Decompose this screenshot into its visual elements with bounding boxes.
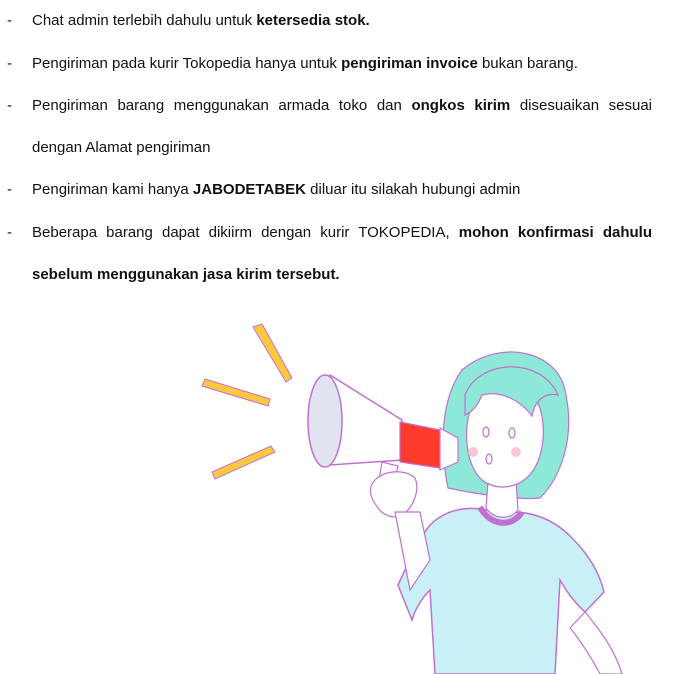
eye-left	[483, 427, 489, 437]
ray-top	[253, 324, 292, 382]
ray-middle	[202, 379, 270, 406]
note-text-part: Chat admin terlebih dahulu untuk	[32, 12, 257, 29]
woman-with-megaphone-icon	[190, 318, 674, 674]
note-text-line-2	[32, 127, 652, 169]
cheek-left	[468, 447, 478, 457]
note-text-line-1	[32, 85, 652, 127]
note-text-part: bukan barang.	[477, 55, 578, 72]
note-text-part: dengan Alamat pengiriman	[32, 139, 211, 156]
ray-bottom	[212, 446, 275, 479]
right-arm	[570, 612, 622, 674]
note-text-bold: ketersedia stok.	[256, 12, 370, 29]
mouth	[486, 454, 492, 464]
bullet-dash: -	[7, 224, 12, 241]
note-text	[32, 169, 652, 211]
note-text	[32, 43, 652, 85]
megaphone-red-band	[400, 422, 440, 468]
note-text-part: disesuaikan sesuai	[510, 97, 652, 114]
bullet-dash: -	[7, 12, 12, 29]
note-text-bold: sebelum menggunakan jasa kirim tersebut.	[32, 266, 340, 283]
bullet-dash: -	[7, 55, 12, 72]
shirt	[398, 508, 604, 674]
note-text-bold: JABODETABEK	[192, 181, 306, 198]
note-text-line-1	[32, 212, 652, 254]
note-text-part: diluar itu silakah hubungi admin	[306, 181, 521, 198]
note-text-part: Beberapa barang dapat dikiirm dengan kurir TOKOPEDIA,	[32, 224, 459, 241]
megaphone-bell	[308, 375, 342, 467]
note-text	[32, 0, 652, 42]
note-text-part: Pengiriman pada kurir Tokopedia hanya untuk	[32, 55, 342, 72]
attention-rays	[202, 324, 292, 479]
note-text-bold: ongkos kirim	[411, 97, 511, 114]
note-text-part: Pengiriman kami hanya	[32, 181, 193, 198]
note-text-bold: pengiriman invoice	[341, 55, 478, 72]
cheek-right	[511, 447, 521, 457]
note-text-part: Pengiriman barang menggunakan armada toko dan	[32, 97, 412, 114]
megaphone	[308, 375, 458, 490]
hand	[370, 472, 416, 517]
bullet-dash: -	[7, 97, 12, 114]
bullet-dash: -	[7, 181, 12, 198]
eye-right	[509, 428, 515, 438]
note-text-bold: mohon konfirmasi dahulu	[458, 224, 652, 241]
note-text-line-2	[32, 254, 652, 296]
